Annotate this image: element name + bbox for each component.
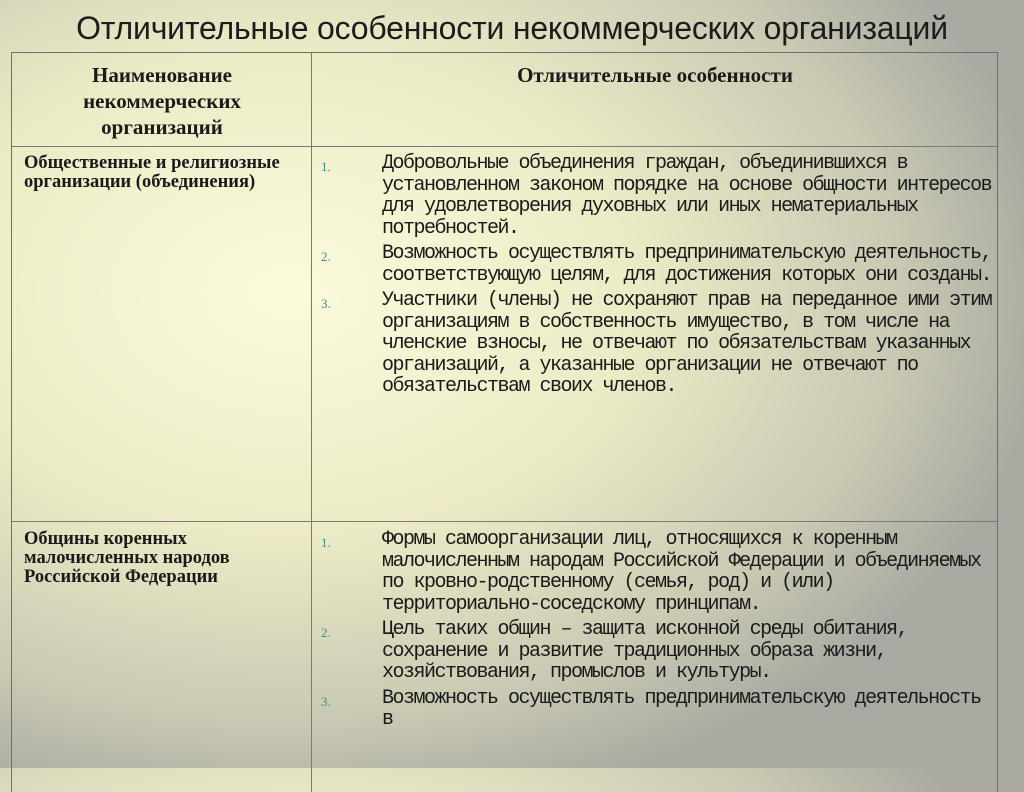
list-number: 1. [321, 535, 331, 550]
list-number: 2. [321, 249, 331, 264]
list-item-text: Возможность осуществлять предпринимательскую деятельность в [382, 686, 981, 731]
header-features: Отличительные особенности [517, 63, 793, 87]
list-item [321, 619, 997, 684]
column-divider [311, 53, 312, 792]
list-item [321, 529, 997, 615]
row-name-public-religious: Общественные и религиозные организации (объединения) [24, 153, 280, 192]
row-name-indigenous-communities: Общины коренных малочисленных народов Российской Федерации [24, 529, 230, 587]
list-item [321, 153, 997, 239]
slide-title: Отличительные особенности некоммерческих организаций [76, 10, 948, 46]
list-number: 2. [321, 625, 331, 640]
list-item [321, 688, 997, 731]
list-number: 1. [321, 159, 331, 174]
list-item-text: Добровольные объединения граждан, объединившихся в установленном законом порядке на основе общности интересов для удовлетворения духовных или иных нематериальных потребностей. [382, 152, 992, 240]
list-number: 3. [321, 296, 331, 311]
list-item-text: Возможность осуществлять предпринимательскую деятельность, соответствующую целям, для достижения которых они созданы. [382, 242, 992, 287]
features-list-indigenous-communities [321, 529, 997, 735]
header-divider [12, 146, 997, 147]
list-item-text: Цель таких общин – защита исконной среды обитания, сохранение и развитие традиционных образа жизни, хозяйствования, промыслов и культуры. [382, 618, 908, 684]
list-number: 3. [321, 693, 331, 709]
list-item [321, 290, 997, 398]
header-name: Наименование некоммерческих организаций [83, 63, 241, 139]
features-list-public-religious [321, 153, 997, 402]
list-item-text: Формы самоорганизации лиц, относящихся к коренным малочисленным народам Российской Федерации и объединяемых по кровно-родственному (семья, род) и (или) территориально-соседскому принципам. [382, 528, 981, 616]
features-table [11, 52, 998, 792]
row-divider [12, 521, 997, 522]
list-item [321, 243, 997, 286]
list-item-text: Участники (члены) не сохраняют прав на переданное ими этим организациям в собственность имущество, в том числе на членские взносы, не отвечают по обязательствам указанных организаций, а указанные организации не отвечают по обязательствам своих членов. [382, 289, 992, 398]
